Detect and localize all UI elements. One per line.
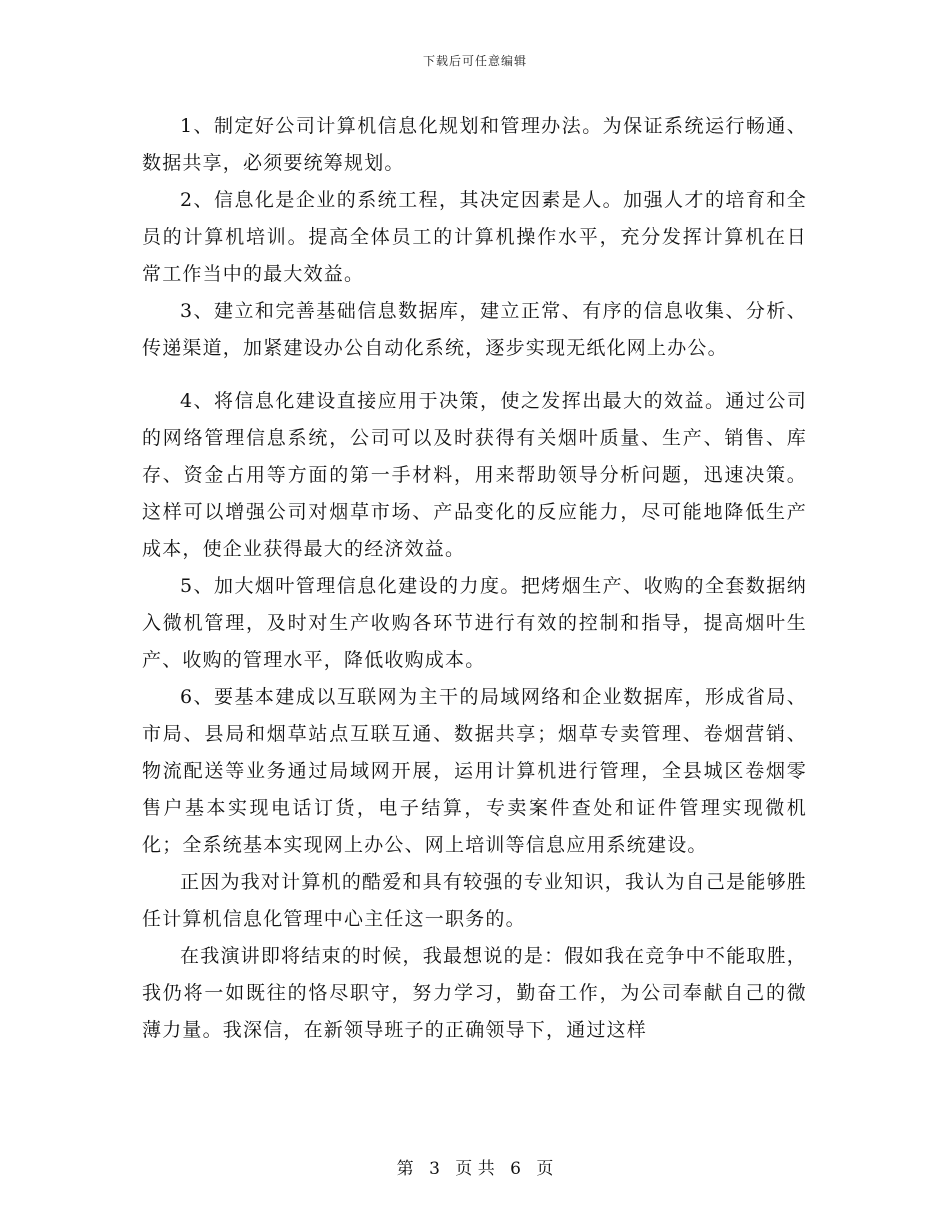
page-header: 下载后可任意编辑 — [422, 54, 527, 68]
paragraph-6: 6、要基本建成以互联网为主干的局域网络和企业数据库，形成省局、市局、县局和烟草站点互联互通、数据共享；烟草专卖管理、卷烟营销、物流配送等业务通过局域网开展，运用计算机进行管理，全县城区卷烟零售户基本实现电话订货，电子结算，专卖案件查处和证件管理实现微机化；全系统基本实现网上办公、网上培训等信息应用系统建设。 — [142, 686, 807, 856]
paragraph-1: 1、制定好公司计算机信息化规划和管理办法。为保证系统运行畅通、数据共享，必须要统筹规划。 — [142, 115, 807, 174]
paragraph-3: 3、建立和完善基础信息数据库，建立正常、有序的信息收集、分析、传递渠道，加紧建设办公自动化系统，逐步实现无纸化网上办公。 — [142, 300, 807, 359]
page-label-mid: 页 共 — [455, 1159, 495, 1179]
paragraph-4: 4、将信息化建设直接应用于决策，使之发挥出最大的效益。通过公司的网络管理信息系统，公司可以及时获得有关烟叶质量、生产、销售、库存、资金占用等方面的第一手材料，用来帮助领导分析问题，迅速决策。这样可以增强公司对烟草市场、产品变化的反应能力，尽可能地降低生产成本，使企业获得最大的经济效益。 — [142, 390, 807, 560]
paragraph-5: 5、加大烟叶管理信息化建设的力度。把烤烟生产、收购的全套数据纳入微机管理，及时对生产收购各环节进行有效的控制和指导，提高烟叶生产、收购的管理水平，降低收购成本。 — [142, 575, 807, 671]
paragraph-7: 正因为我对计算机的酷爱和具有较强的专业知识，我认为自己是能够胜任计算机信息化管理中心主任这一职务的。 — [142, 871, 807, 930]
paragraph-2: 2、信息化是企业的系统工程，其决定因素是人。加强人才的培育和全员的计算机培训。提高全体员工的计算机操作水平，充分发挥计算机在日常工作当中的最大效益。 — [142, 189, 807, 285]
paragraph-8: 在我演讲即将结束的时候，我最想说的是：假如我在竞争中不能取胜，我仍将一如既往的恪尽职守，努力学习，勤奋工作，为公司奉献自己的微薄力量。我深信，在新领导班子的正确领导下，通过这样 — [142, 945, 807, 1041]
total-pages-number: 6 — [510, 1159, 521, 1179]
current-page-number: 3 — [429, 1159, 440, 1179]
page-footer — [0, 1154, 950, 1179]
document-body — [142, 108, 807, 1049]
page-label-prefix: 第 — [396, 1159, 414, 1179]
page-label-suffix: 页 — [536, 1159, 554, 1179]
